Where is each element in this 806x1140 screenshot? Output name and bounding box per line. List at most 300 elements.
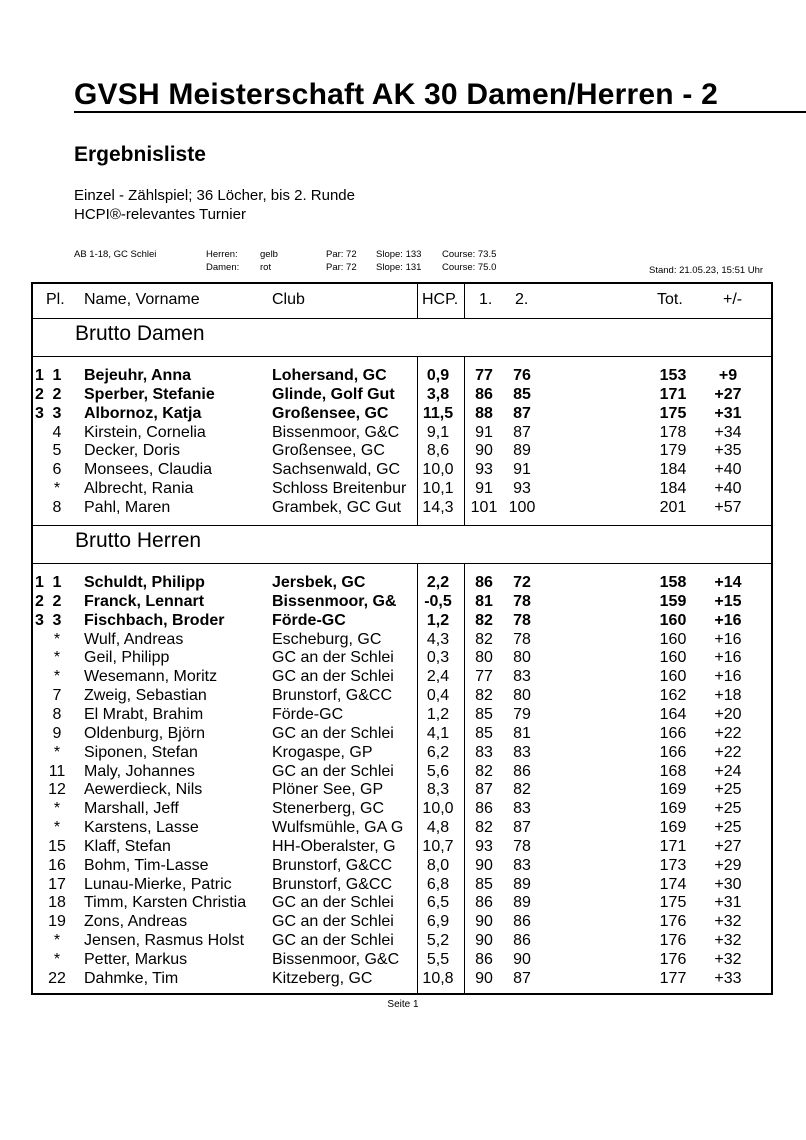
club-name: Sachsenwald, GC [272, 461, 401, 479]
round1-score: 82 [475, 687, 493, 705]
place: 9 [52, 724, 62, 742]
place: * [53, 668, 61, 686]
herren-course: Course: 73.5 [442, 249, 497, 260]
handicap: 10,0 [422, 461, 454, 479]
damen-slope: Slope: 131 [376, 262, 422, 273]
total-score: 168 [659, 762, 687, 780]
club-name: Förde-GC [272, 611, 346, 629]
round1-score: 88 [475, 404, 493, 422]
handicap: 3,8 [426, 385, 450, 403]
player-name: Albrecht, Rania [84, 480, 194, 498]
table-row [33, 931, 773, 950]
round1-score: 90 [475, 856, 493, 874]
total-score: 174 [659, 875, 687, 893]
round1-score: 86 [475, 800, 493, 818]
club-name: GC an der Schlei [272, 932, 394, 950]
player-name: Siponen, Stefan [84, 743, 198, 761]
total-score: 201 [659, 498, 687, 516]
round1-score: 87 [475, 781, 493, 799]
place-number: 1 [35, 574, 44, 591]
table-row [33, 441, 773, 460]
round2-score: 81 [513, 724, 531, 742]
herren-tee: gelb [260, 249, 278, 260]
round2-score: 78 [513, 592, 531, 610]
table-row [33, 875, 773, 894]
handicap: 1,2 [426, 611, 450, 629]
place: * [53, 630, 61, 648]
club-name: Grambek, GC Gut [272, 498, 401, 516]
hcpi-note: HCPI®-relevantes Turnier [74, 206, 246, 223]
plus-minus: +20 [714, 705, 742, 723]
handicap: 4,3 [426, 630, 450, 648]
plus-minus: +25 [714, 800, 742, 818]
table-row [33, 385, 773, 404]
title-underline [74, 111, 806, 113]
plus-minus: +31 [714, 404, 742, 422]
plus-minus: +25 [714, 819, 742, 837]
club-name: Stenerberg, GC [272, 800, 385, 818]
table-row [33, 799, 773, 818]
table-row [33, 780, 773, 799]
header-total: Tot. [657, 291, 683, 308]
place-number: 3 [35, 404, 44, 422]
competition-format: Einzel - Zählspiel; 36 Löcher, bis 2. Runde [74, 187, 355, 204]
place: 8 [52, 498, 62, 516]
plus-minus: +27 [714, 837, 742, 855]
handicap: -0,5 [424, 592, 452, 610]
total-score: 173 [659, 856, 687, 874]
round2-score: 78 [513, 837, 531, 855]
total-score: 178 [659, 423, 687, 441]
plus-minus: +24 [714, 762, 742, 780]
plus-minus: +32 [714, 951, 742, 968]
place: 8 [52, 705, 62, 723]
section-divider-herren [33, 563, 771, 564]
place: 3 [52, 611, 62, 629]
plus-minus: +25 [714, 781, 742, 799]
club-name: Brunstorf, G&CC [272, 856, 393, 874]
plus-minus: +16 [714, 668, 742, 686]
round2-score: 83 [513, 800, 531, 818]
round1-score: 85 [475, 875, 493, 893]
table-row [33, 648, 773, 667]
table-row [33, 912, 773, 931]
round1-score: 86 [475, 894, 493, 912]
plus-minus: +15 [714, 592, 742, 610]
plus-minus: +22 [714, 724, 742, 742]
table-row [33, 630, 773, 649]
handicap: 10,0 [422, 800, 454, 818]
club-name: Krogaspe, GP [272, 743, 373, 761]
hcp-column-divider [417, 563, 418, 995]
place-number: 3 [35, 611, 44, 629]
plus-minus: +16 [714, 611, 742, 629]
total-score: 160 [659, 630, 687, 648]
total-score: 153 [659, 367, 687, 384]
total-score: 176 [659, 932, 687, 950]
round1-score: 93 [475, 837, 493, 855]
round1-score: 90 [475, 913, 493, 931]
round1-score: 101 [470, 498, 498, 516]
club-name: GC an der Schlei [272, 724, 394, 742]
section-divider-damen [33, 356, 771, 357]
club-name: Brunstorf, G&CC [272, 687, 393, 705]
plus-minus: +9 [718, 367, 738, 384]
place: 7 [52, 687, 62, 705]
scores-column-divider [464, 356, 465, 525]
table-row [33, 592, 773, 611]
club-name: Bissenmoor, G&C [272, 423, 400, 441]
total-score: 176 [659, 951, 687, 968]
player-name: Aewerdieck, Nils [84, 781, 203, 799]
round1-score: 86 [475, 385, 493, 403]
club-name: GC an der Schlei [272, 894, 394, 912]
handicap: 6,5 [426, 894, 450, 912]
table-row [33, 950, 773, 969]
handicap: 0,9 [426, 367, 450, 384]
round2-score: 83 [513, 743, 531, 761]
round1-score: 83 [475, 743, 493, 761]
round1-score: 85 [475, 705, 493, 723]
player-name: Klaff, Stefan [84, 837, 171, 855]
plus-minus: +32 [714, 913, 742, 931]
round2-score: 100 [508, 498, 536, 516]
round1-score: 90 [475, 442, 493, 460]
table-row [33, 705, 773, 724]
plus-minus: +34 [714, 423, 742, 441]
handicap: 10,8 [422, 969, 454, 987]
handicap: 0,3 [426, 649, 450, 667]
total-score: 171 [659, 837, 687, 855]
place: * [53, 743, 61, 761]
round1-score: 91 [475, 423, 493, 441]
club-name: Jersbek, GC [272, 574, 366, 591]
handicap: 4,8 [426, 819, 450, 837]
player-name: Albornoz, Katja [84, 404, 202, 422]
club-name: Lohersand, GC [272, 367, 387, 384]
header-round2: 2. [515, 291, 529, 308]
round2-score: 87 [513, 969, 531, 987]
handicap: 8,6 [426, 442, 450, 460]
total-score: 164 [659, 705, 687, 723]
round2-score: 86 [513, 762, 531, 780]
club-name: Plöner See, GP [272, 781, 384, 799]
player-name: Schuldt, Philipp [84, 574, 205, 591]
place: 2 [52, 592, 62, 610]
total-score: 184 [659, 461, 687, 479]
table-row [33, 969, 773, 988]
round1-score: 81 [475, 592, 493, 610]
round2-score: 86 [513, 932, 531, 950]
plus-minus: +32 [714, 932, 742, 950]
plus-minus: +16 [714, 630, 742, 648]
scores-column-divider [464, 563, 465, 995]
player-name: Decker, Doris [84, 442, 181, 460]
club-name: Großensee, GC [272, 404, 389, 422]
stand-timestamp: Stand: 21.05.23, 15:51 Uhr [649, 265, 764, 276]
damen-par: Par: 72 [326, 262, 357, 273]
place: * [53, 819, 61, 837]
club-name: Großensee, GC [272, 442, 385, 460]
club-name: GC an der Schlei [272, 913, 394, 931]
section-top-divider-herren [33, 525, 771, 526]
handicap: 9,1 [426, 423, 450, 441]
round1-score: 93 [475, 461, 493, 479]
handicap: 1,2 [426, 705, 450, 723]
round2-score: 89 [513, 894, 531, 912]
round1-score: 90 [475, 932, 493, 950]
player-name: Lunau-Mierke, Patric [84, 875, 232, 893]
player-name: Karstens, Lasse [84, 819, 199, 837]
club-name: Förde-GC [272, 705, 344, 723]
table-row [33, 404, 773, 423]
place-number: 2 [35, 592, 44, 610]
table-row [33, 724, 773, 743]
total-score: 166 [659, 743, 687, 761]
document-subtitle: Ergebnisliste [74, 143, 206, 166]
round2-score: 79 [513, 705, 531, 723]
place: 4 [52, 423, 62, 441]
results-table [31, 282, 773, 995]
plus-minus: +30 [714, 875, 742, 893]
round1-score: 82 [475, 762, 493, 780]
player-name: Pahl, Maren [84, 498, 171, 516]
club-name: Escheburg, GC [272, 630, 382, 648]
plus-minus: +57 [714, 498, 742, 516]
handicap: 14,3 [422, 498, 454, 516]
herren-slope: Slope: 133 [376, 249, 422, 260]
player-name: Franck, Lennart [84, 592, 205, 610]
handicap: 5,5 [426, 951, 450, 968]
round2-score: 72 [513, 574, 531, 591]
round2-score: 87 [513, 404, 531, 422]
club-name: GC an der Schlei [272, 668, 394, 686]
herren-label: Herren: [206, 249, 238, 260]
handicap: 8,0 [426, 856, 450, 874]
hcp-column-divider [417, 356, 418, 525]
plus-minus: +40 [714, 480, 742, 498]
total-score: 162 [659, 687, 687, 705]
player-name: Bejeuhr, Anna [84, 367, 191, 384]
place-number: 2 [35, 385, 44, 403]
total-score: 176 [659, 913, 687, 931]
table-row [33, 498, 773, 517]
table-row [33, 818, 773, 837]
plus-minus: +29 [714, 856, 742, 874]
table-row [33, 686, 773, 705]
place: 22 [48, 969, 66, 987]
round2-score: 93 [513, 480, 531, 498]
page-title: GVSH Meisterschaft AK 30 Damen/Herren - 2 [74, 78, 718, 111]
header-round1: 1. [479, 291, 493, 308]
round1-score: 82 [475, 630, 493, 648]
place: 1 [52, 367, 62, 384]
round1-score: 82 [475, 819, 493, 837]
total-score: 158 [659, 574, 687, 591]
round1-score: 77 [475, 668, 493, 686]
total-score: 179 [659, 442, 687, 460]
place: * [53, 951, 61, 968]
player-name: Timm, Karsten Christia [84, 894, 247, 912]
club-name: Glinde, Golf Gut [272, 385, 395, 403]
round1-score: 85 [475, 724, 493, 742]
header-name: Name, Vorname [84, 291, 200, 308]
club-name: HH-Oberalster, G [272, 837, 396, 855]
player-name: Sperber, Stefanie [84, 385, 215, 403]
place: 2 [52, 385, 62, 403]
plus-minus: +27 [714, 385, 742, 403]
section-title-herren: Brutto Herren [75, 529, 202, 552]
course-name: AB 1-18, GC Schlei [74, 249, 157, 260]
header-pl: Pl. [46, 291, 65, 308]
round1-score: 82 [475, 611, 493, 629]
place: 18 [48, 894, 66, 912]
plus-minus: +22 [714, 743, 742, 761]
place-number: 1 [35, 367, 44, 384]
player-name: Fischbach, Broder [84, 611, 225, 629]
round2-score: 78 [513, 611, 531, 629]
scores-column-divider [464, 284, 465, 318]
player-name: Bohm, Tim-Lasse [84, 856, 209, 874]
table-row [33, 743, 773, 762]
handicap: 2,2 [426, 574, 450, 591]
hcp-column-divider [417, 284, 418, 318]
handicap: 6,8 [426, 875, 450, 893]
player-name: Kirstein, Cornelia [84, 423, 206, 441]
header-plus-minus: +/- [723, 291, 743, 308]
table-row [33, 667, 773, 686]
round2-score: 83 [513, 668, 531, 686]
plus-minus: +35 [714, 442, 742, 460]
place: 16 [48, 856, 66, 874]
table-row [33, 479, 773, 498]
handicap: 10,7 [422, 837, 454, 855]
total-score: 160 [659, 611, 687, 629]
club-name: Bissenmoor, G& [272, 592, 397, 610]
table-row [33, 460, 773, 479]
round2-score: 76 [513, 367, 531, 384]
player-name: Marshall, Jeff [84, 800, 179, 818]
handicap: 5,2 [426, 932, 450, 950]
club-name: Bissenmoor, G&C [272, 951, 400, 968]
round2-score: 87 [513, 423, 531, 441]
total-score: 171 [659, 385, 687, 403]
player-name: El Mrabt, Brahim [84, 705, 204, 723]
damen-course: Course: 75.0 [442, 262, 497, 273]
round1-score: 86 [475, 574, 493, 591]
plus-minus: +40 [714, 461, 742, 479]
handicap: 5,6 [426, 762, 450, 780]
round2-score: 85 [513, 385, 531, 403]
round2-score: 91 [513, 461, 531, 479]
total-score: 169 [659, 819, 687, 837]
handicap: 6,9 [426, 913, 450, 931]
round2-score: 89 [513, 875, 531, 893]
player-name: Monsees, Claudia [84, 461, 213, 479]
place: 3 [52, 404, 62, 422]
place: 12 [48, 781, 66, 799]
plus-minus: +14 [714, 574, 742, 591]
club-name: Schloss Breitenbur [272, 480, 407, 498]
round2-score: 86 [513, 913, 531, 931]
table-row [33, 893, 773, 912]
plus-minus: +18 [714, 687, 742, 705]
player-name: Dahmke, Tim [84, 969, 179, 987]
header-hcp: HCP. [422, 291, 459, 308]
round2-score: 90 [513, 951, 531, 968]
place: 19 [48, 913, 66, 931]
total-score: 160 [659, 668, 687, 686]
total-score: 184 [659, 480, 687, 498]
round2-score: 89 [513, 442, 531, 460]
plus-minus: +31 [714, 894, 742, 912]
round1-score: 91 [475, 480, 493, 498]
handicap: 11,5 [422, 404, 454, 422]
table-row [33, 611, 773, 630]
player-name: Wesemann, Moritz [84, 668, 218, 686]
club-name: Brunstorf, G&CC [272, 875, 393, 893]
header-club: Club [272, 291, 305, 308]
round2-score: 87 [513, 819, 531, 837]
round2-score: 80 [513, 687, 531, 705]
handicap: 4,1 [426, 724, 450, 742]
total-score: 166 [659, 724, 687, 742]
place: 5 [52, 442, 62, 460]
handicap: 6,2 [426, 743, 450, 761]
player-name: Petter, Markus [84, 951, 188, 968]
table-row [33, 837, 773, 856]
player-name: Jensen, Rasmus Holst [84, 932, 245, 950]
total-score: 159 [659, 592, 687, 610]
place: 1 [52, 574, 62, 591]
round1-score: 90 [475, 969, 493, 987]
damen-tee: rot [260, 262, 272, 273]
player-name: Oldenburg, Björn [84, 724, 205, 742]
plus-minus: +33 [714, 969, 742, 987]
player-name: Zweig, Sebastian [84, 687, 207, 705]
round2-score: 80 [513, 649, 531, 667]
handicap: 0,4 [426, 687, 450, 705]
place: * [53, 480, 61, 498]
round2-score: 78 [513, 630, 531, 648]
total-score: 160 [659, 649, 687, 667]
total-score: 169 [659, 800, 687, 818]
herren-par: Par: 72 [326, 249, 357, 260]
round2-score: 83 [513, 856, 531, 874]
total-score: 177 [659, 969, 687, 987]
player-name: Wulf, Andreas [84, 630, 184, 648]
handicap: 8,3 [426, 781, 450, 799]
place: 15 [48, 837, 66, 855]
player-name: Maly, Johannes [84, 762, 195, 780]
player-name: Zons, Andreas [84, 913, 188, 931]
damen-label: Damen: [206, 262, 240, 273]
round1-score: 86 [475, 951, 493, 968]
table-row [33, 856, 773, 875]
plus-minus: +16 [714, 649, 742, 667]
player-name: Geil, Philipp [84, 649, 170, 667]
total-score: 169 [659, 781, 687, 799]
place: 11 [48, 762, 66, 780]
handicap: 10,1 [422, 480, 454, 498]
header-divider [33, 318, 771, 319]
place: * [53, 649, 61, 667]
page-number: Seite 1 [387, 999, 419, 1010]
table-row [33, 762, 773, 781]
table-row [33, 366, 773, 385]
club-name: Wulfsmühle, GA G [272, 819, 404, 837]
total-score: 175 [659, 894, 687, 912]
